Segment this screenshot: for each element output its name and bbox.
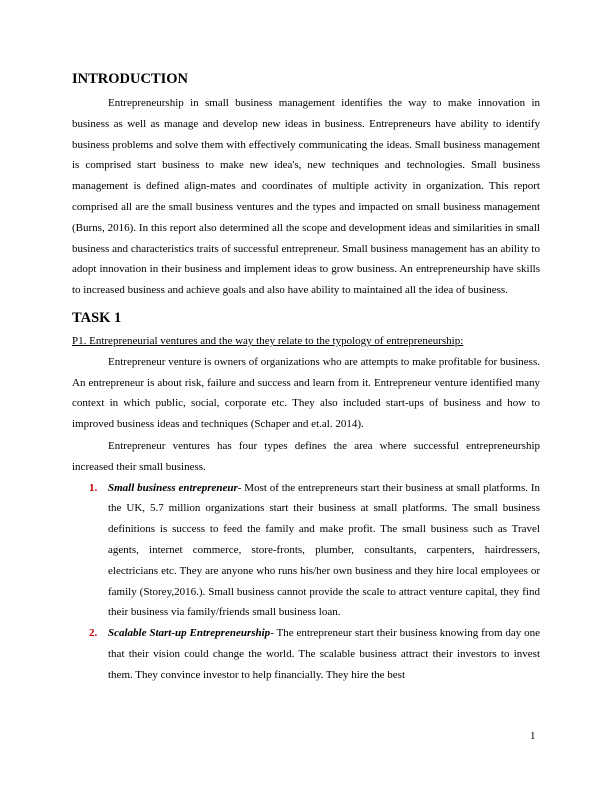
- entrepreneur-types-list: [72, 478, 540, 686]
- introduction-paragraph: Entrepreneurship in small business management identifies the way to make innovation in business as well as manage and develop new ideas in business. Entrepreneurs have ability to identify business problems and solve them with effectively communicating the ideas. Small business management is comprised start business to make new idea's, new techniques and technologies. Small business management is defined align-mates and coordinates of multiple activity in organization. This report comprised all are the small business ventures and the types and impacted on small business management (Burns, 2016). In this report also determined all the scope and development ideas and similarities in small business and characteristics traits of successful entrepreneur. Small business management has an ability to adopt innovation in their business and implement ideas to grow business. An entrepreneurship have skills to increased business and achieve goals and also have ability to maintained all the idea of business.: [72, 97, 540, 297]
- list-number: 2.: [89, 627, 98, 640]
- task1-heading: TASK 1: [72, 309, 122, 326]
- page-content: [72, 69, 540, 686]
- list-term: Scalable Start-up Entrepreneurship: [108, 627, 271, 640]
- task1-subheading: P1. Entrepreneurial ventures and the way they relate to the typology of entrepreneurship:: [72, 334, 464, 347]
- task1-paragraph-2: Entrepreneur ventures has four types defines the area where successful entrepreneurship increased their small business.: [72, 439, 540, 473]
- task1-paragraph-1: Entrepreneur venture is owners of organizations who are attempts to make profitable for business. An entrepreneur is about risk, failure and success and learn from it. Entrepreneur venture identified many context in which public, social, corporate etc. They also included start-ups of business and how to improved business ideas and techniques (Schaper and et.al. 2014).: [72, 355, 540, 431]
- list-number: 1.: [89, 481, 98, 494]
- list-text: - Most of the entrepreneurs start their business at small platforms. In the UK, 5.7 million organizations start their business at small platforms. The small business definitions is success to feed the family and make profit. The small business such as Travel agents, internet commerce, store-fronts, plumber, consultants, carpenters, hairdressers, electricians etc. They are anyone who runs his/her own business and they hire local employees or family (Storey,2016.). Small business cannot provide the scale to attract venture capital, they find their business via family/friends small business loan.: [108, 481, 540, 619]
- page-number: 1: [530, 730, 536, 742]
- list-term: Small business entrepreneur: [108, 481, 238, 494]
- list-text: - The entrepreneur start their business knowing from day one that their vision could change the world. The scalable business attract their investors to invest them. They convince investor to help financially. They hire the best: [108, 627, 540, 681]
- list-item: [72, 623, 540, 685]
- list-item: [72, 478, 540, 624]
- introduction-heading: INTRODUCTION: [72, 71, 189, 87]
